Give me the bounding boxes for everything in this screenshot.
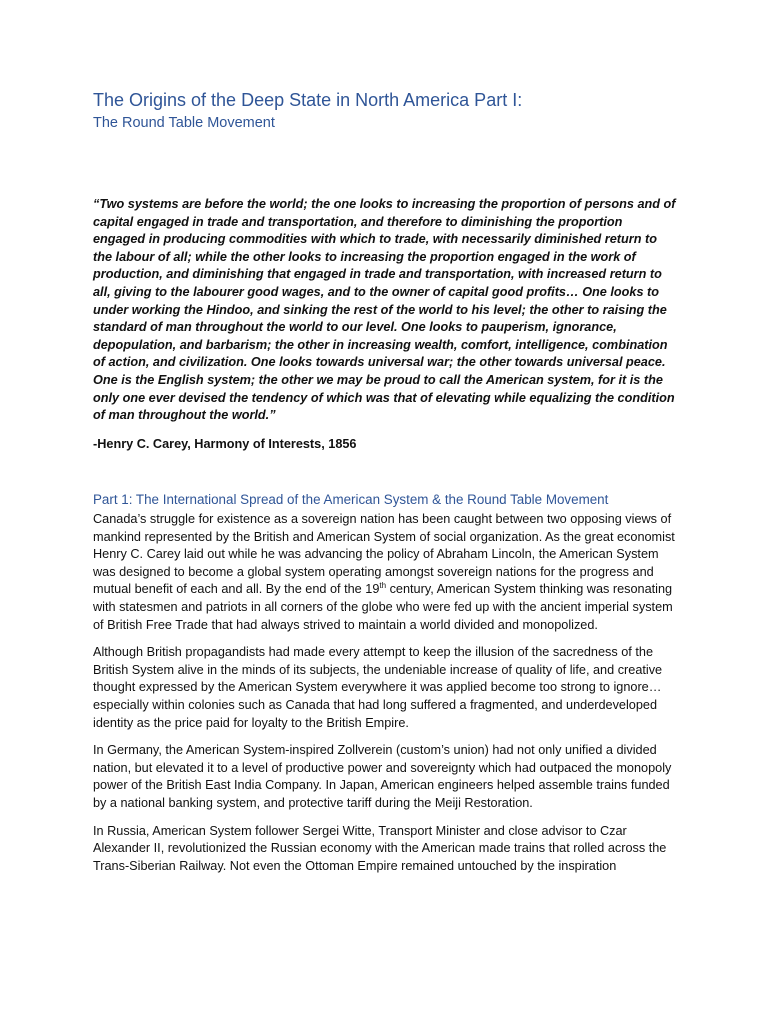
ordinal-suffix: th [379, 581, 387, 591]
section-heading: Part 1: The International Spread of the American System & the Round Table Movement [93, 492, 609, 507]
section-body [93, 511, 681, 885]
quote-attribution: -Henry C. Carey, Harmony of Interests, 1856 [93, 437, 357, 451]
paragraph-1-text-cont: century, American System thinking was resonating with statesmen and patriots in all corners of the globe who were fed up with the ancient imperial system of British Free Trade that had always strived to maintain a world divided and monopolized. [93, 582, 673, 632]
epigraph-quote: “Two systems are before the world; the one looks to increasing the proportion of persons and of capital engaged in trade and transportation, and therefore to diminishing the proportion engaged in producing commodities with which to trade, with necessarily diminished return to the labour of all; while the other looks to increasing the proportion engaged in the work of production, and diminishing that engaged in trade and transportation, with increased return to all, giving to the labourer good wages, and to the owner of capital good profits… One looks to under working the Hindoo, and sinking the rest of the world to his level; the other to raising the standard of man throughout the world to our level. One looks to pauperism, ignorance, depopulation, and barbarism; the other in increasing wealth, comfort, intelligence, combination of action, and civilization. One looks towards universal war; the other towards universal peace. One is the English system; the other we may be proud to call the American system, for it is the only one ever devised the tendency of which was that of elevating while equalizing the condition of man throughout the world.” [93, 197, 676, 423]
paragraph-1 [93, 511, 681, 634]
paragraph-4: In Russia, American System follower Sergei Witte, Transport Minister and close advisor to Czar Alexander II, revolutionized the Russian economy with the American made trains that rolled across the Trans-Siberian Railway. Not even the Ottoman Empire remained untouched by the inspiration [93, 823, 667, 873]
paragraph-3: In Germany, the American System-inspired Zollverein (custom’s union) had not only unified a divided nation, but elevated it to a level of productive power and sovereignty which had outpaced the monopoly power of the British East India Company. In Japan, American engineers helped assemble trains funded by a national banking system, and protective tariff during the Meiji Restoration. [93, 743, 672, 810]
paragraph-1-text: Canada’s struggle for existence as a sovereign nation has been caught between two opposing views of mankind represented by the British and American System of social organization. As the great economist Henry C. Carey laid out while he was advancing the policy of Abraham Lincoln, the American System was designed to become a global system operating amongst sovereign nations for the progress and mutual benefit of each and all. By the end of the 19 [93, 512, 675, 597]
document-subtitle: The Round Table Movement [93, 115, 275, 131]
document-title: The Origins of the Deep State in North America Part I: [93, 90, 523, 110]
paragraph-2: Although British propagandists had made every attempt to keep the illusion of the sacredness of the British System alive in the minds of its subjects, the undeniable increase of quality of life, and creative thought expressed by the American System everywhere it was applied become too strong to ignore… especially within colonies such as Canada that had long suffered a fragmented, and underdeveloped identity as the price paid for loyalty to the British Empire. [93, 645, 663, 730]
